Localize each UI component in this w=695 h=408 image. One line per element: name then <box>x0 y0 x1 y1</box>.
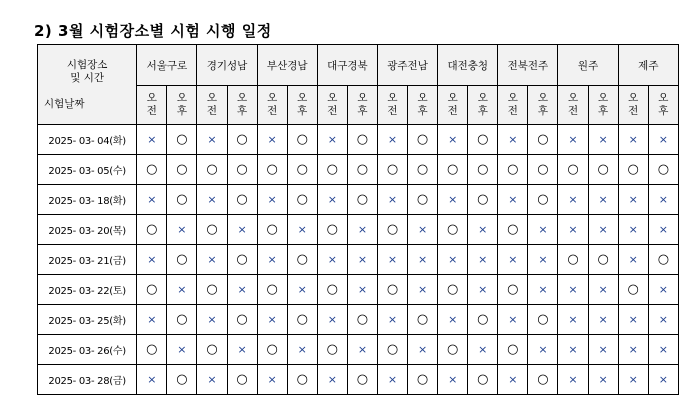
unavailable-mark: × <box>167 335 197 365</box>
pm-label-char: 후 <box>658 105 669 117</box>
unavailable-mark: × <box>287 275 317 305</box>
date-cell: 2025- 03- 22(토) <box>38 275 137 305</box>
region-header: 전북전주 <box>498 45 558 86</box>
unavailable-mark: × <box>377 125 407 155</box>
page-title: 2) 3월 시험장소별 시험 시행 일정 <box>34 22 272 40</box>
available-mark: ○ <box>377 275 407 305</box>
unavailable-mark: × <box>347 275 377 305</box>
table-row <box>38 305 679 335</box>
unavailable-mark: × <box>558 125 588 155</box>
am-label-char: 오 <box>628 92 639 105</box>
header-corner-cell <box>38 45 137 125</box>
available-mark: ○ <box>257 275 287 305</box>
unavailable-mark: × <box>347 215 377 245</box>
am-header <box>498 86 528 125</box>
unavailable-mark: × <box>197 245 227 275</box>
unavailable-mark: × <box>227 275 257 305</box>
unavailable-mark: × <box>438 305 468 335</box>
date-cell: 2025- 03- 28(금) <box>38 365 137 395</box>
unavailable-mark: × <box>528 335 558 365</box>
available-mark: ○ <box>257 155 287 185</box>
available-mark: ○ <box>618 155 648 185</box>
available-mark: ○ <box>137 335 167 365</box>
table-row <box>38 185 679 215</box>
unavailable-mark: × <box>648 215 678 245</box>
unavailable-mark: × <box>648 335 678 365</box>
table-row <box>38 245 679 275</box>
available-mark: ○ <box>528 305 558 335</box>
unavailable-mark: × <box>648 185 678 215</box>
available-mark: ○ <box>648 155 678 185</box>
table-row <box>38 125 679 155</box>
unavailable-mark: × <box>408 275 438 305</box>
pm-header <box>408 86 438 125</box>
am-header <box>137 86 167 125</box>
region-header: 원주 <box>558 45 618 86</box>
unavailable-mark: × <box>137 305 167 335</box>
available-mark: ○ <box>468 185 498 215</box>
table-row <box>38 215 679 245</box>
unavailable-mark: × <box>468 275 498 305</box>
available-mark: ○ <box>347 155 377 185</box>
available-mark: ○ <box>528 125 558 155</box>
available-mark: ○ <box>528 185 558 215</box>
header-row-regions <box>38 45 679 86</box>
available-mark: ○ <box>257 335 287 365</box>
available-mark: ○ <box>528 155 558 185</box>
unavailable-mark: × <box>287 335 317 365</box>
available-mark: ○ <box>137 155 167 185</box>
unavailable-mark: × <box>618 185 648 215</box>
pm-header <box>347 86 377 125</box>
unavailable-mark: × <box>257 365 287 395</box>
am-header <box>618 86 648 125</box>
am-header <box>558 86 588 125</box>
table-row <box>38 275 679 305</box>
am-label-char: 오 <box>206 92 218 105</box>
unavailable-mark: × <box>498 305 528 335</box>
pm-label-char: 오 <box>417 92 428 105</box>
am-label-char: 오 <box>146 92 157 105</box>
unavailable-mark: × <box>588 215 618 245</box>
available-mark: ○ <box>167 125 197 155</box>
pm-label-char: 오 <box>357 92 368 105</box>
pm-label-char: 후 <box>537 105 549 117</box>
unavailable-mark: × <box>257 245 287 275</box>
available-mark: ○ <box>167 155 197 185</box>
pm-header <box>648 86 678 125</box>
schedule-table <box>37 44 679 395</box>
unavailable-mark: × <box>227 335 257 365</box>
available-mark: ○ <box>377 155 407 185</box>
unavailable-mark: × <box>618 365 648 395</box>
available-mark: ○ <box>227 125 257 155</box>
unavailable-mark: × <box>618 335 648 365</box>
available-mark: ○ <box>197 155 227 185</box>
pm-label-char: 오 <box>658 92 669 105</box>
corner-time-label: 및 시간 <box>70 72 105 85</box>
pm-label-char: 오 <box>297 92 308 105</box>
am-header <box>438 86 468 125</box>
available-mark: ○ <box>287 245 317 275</box>
unavailable-mark: × <box>197 125 227 155</box>
am-label-char: 오 <box>387 92 398 105</box>
unavailable-mark: × <box>317 305 347 335</box>
unavailable-mark: × <box>468 335 498 365</box>
available-mark: ○ <box>468 305 498 335</box>
unavailable-mark: × <box>137 365 167 395</box>
available-mark: ○ <box>408 305 438 335</box>
am-label-char: 전 <box>628 105 639 117</box>
available-mark: ○ <box>347 125 377 155</box>
unavailable-mark: × <box>167 215 197 245</box>
available-mark: ○ <box>137 275 167 305</box>
am-label-char: 전 <box>567 105 579 117</box>
date-cell: 2025- 03- 04(화) <box>38 125 137 155</box>
region-header: 부산경남 <box>257 45 317 86</box>
unavailable-mark: × <box>468 215 498 245</box>
available-mark: ○ <box>408 365 438 395</box>
date-cell: 2025- 03- 18(화) <box>38 185 137 215</box>
unavailable-mark: × <box>618 215 648 245</box>
available-mark: ○ <box>558 245 588 275</box>
corner-date-label: 시험날짜 <box>44 97 85 110</box>
available-mark: ○ <box>167 365 197 395</box>
pm-label-char: 후 <box>417 105 428 117</box>
available-mark: ○ <box>558 155 588 185</box>
unavailable-mark: × <box>137 125 167 155</box>
unavailable-mark: × <box>197 305 227 335</box>
available-mark: ○ <box>197 215 227 245</box>
unavailable-mark: × <box>468 245 498 275</box>
corner-place-time-label <box>38 59 136 85</box>
available-mark: ○ <box>227 245 257 275</box>
available-mark: ○ <box>167 185 197 215</box>
unavailable-mark: × <box>528 245 558 275</box>
am-label-char: 오 <box>507 92 518 105</box>
available-mark: ○ <box>438 335 468 365</box>
unavailable-mark: × <box>438 245 468 275</box>
date-cell: 2025- 03- 20(목) <box>38 215 137 245</box>
unavailable-mark: × <box>498 245 528 275</box>
available-mark: ○ <box>317 335 347 365</box>
unavailable-mark: × <box>287 215 317 245</box>
am-label-char: 전 <box>206 105 218 117</box>
unavailable-mark: × <box>588 275 618 305</box>
am-label-char: 오 <box>567 92 579 105</box>
available-mark: ○ <box>287 155 317 185</box>
available-mark: ○ <box>227 185 257 215</box>
pm-label-char: 후 <box>297 105 308 117</box>
available-mark: ○ <box>648 245 678 275</box>
am-header <box>257 86 287 125</box>
pm-label-char: 오 <box>237 92 248 105</box>
unavailable-mark: × <box>438 365 468 395</box>
am-label-char: 오 <box>447 92 458 105</box>
pm-label-char: 오 <box>537 92 549 105</box>
table-row <box>38 335 679 365</box>
available-mark: ○ <box>498 275 528 305</box>
pm-label-char: 후 <box>598 105 609 117</box>
am-header <box>317 86 347 125</box>
available-mark: ○ <box>438 215 468 245</box>
pm-label-char: 후 <box>357 105 368 117</box>
unavailable-mark: × <box>408 215 438 245</box>
am-label-char: 오 <box>267 92 278 105</box>
pm-header <box>468 86 498 125</box>
unavailable-mark: × <box>377 245 407 275</box>
available-mark: ○ <box>137 215 167 245</box>
available-mark: ○ <box>257 215 287 245</box>
unavailable-mark: × <box>197 365 227 395</box>
available-mark: ○ <box>167 305 197 335</box>
unavailable-mark: × <box>347 245 377 275</box>
pm-header <box>287 86 317 125</box>
table-body <box>38 125 679 395</box>
available-mark: ○ <box>408 185 438 215</box>
unavailable-mark: × <box>377 365 407 395</box>
available-mark: ○ <box>347 365 377 395</box>
unavailable-mark: × <box>137 245 167 275</box>
unavailable-mark: × <box>558 275 588 305</box>
unavailable-mark: × <box>648 125 678 155</box>
unavailable-mark: × <box>317 245 347 275</box>
unavailable-mark: × <box>588 365 618 395</box>
available-mark: ○ <box>618 275 648 305</box>
unavailable-mark: × <box>377 305 407 335</box>
available-mark: ○ <box>408 125 438 155</box>
available-mark: ○ <box>468 125 498 155</box>
unavailable-mark: × <box>558 365 588 395</box>
unavailable-mark: × <box>347 335 377 365</box>
unavailable-mark: × <box>588 125 618 155</box>
available-mark: ○ <box>498 215 528 245</box>
unavailable-mark: × <box>408 245 438 275</box>
available-mark: ○ <box>167 245 197 275</box>
am-header <box>197 86 227 125</box>
unavailable-mark: × <box>558 185 588 215</box>
available-mark: ○ <box>197 275 227 305</box>
available-mark: ○ <box>438 275 468 305</box>
unavailable-mark: × <box>528 275 558 305</box>
available-mark: ○ <box>528 365 558 395</box>
available-mark: ○ <box>438 155 468 185</box>
unavailable-mark: × <box>558 335 588 365</box>
date-cell: 2025- 03- 26(수) <box>38 335 137 365</box>
unavailable-mark: × <box>588 185 618 215</box>
unavailable-mark: × <box>498 125 528 155</box>
unavailable-mark: × <box>137 185 167 215</box>
am-label-char: 전 <box>327 105 338 117</box>
pm-label-char: 오 <box>477 92 488 105</box>
unavailable-mark: × <box>558 215 588 245</box>
am-header <box>377 86 407 125</box>
available-mark: ○ <box>588 155 618 185</box>
pm-label-char: 후 <box>237 105 248 117</box>
available-mark: ○ <box>227 155 257 185</box>
date-cell: 2025- 03- 25(화) <box>38 305 137 335</box>
unavailable-mark: × <box>528 215 558 245</box>
available-mark: ○ <box>347 305 377 335</box>
region-header: 서울구로 <box>137 45 197 86</box>
available-mark: ○ <box>197 335 227 365</box>
pm-label-char: 오 <box>598 92 609 105</box>
available-mark: ○ <box>347 185 377 215</box>
unavailable-mark: × <box>317 365 347 395</box>
unavailable-mark: × <box>227 215 257 245</box>
available-mark: ○ <box>287 125 317 155</box>
region-header: 광주전남 <box>377 45 437 86</box>
unavailable-mark: × <box>648 275 678 305</box>
available-mark: ○ <box>317 155 347 185</box>
table-row <box>38 365 679 395</box>
pm-header <box>528 86 558 125</box>
available-mark: ○ <box>377 335 407 365</box>
unavailable-mark: × <box>558 305 588 335</box>
pm-label-char: 후 <box>176 105 187 117</box>
am-label-char: 전 <box>387 105 398 117</box>
unavailable-mark: × <box>317 185 347 215</box>
unavailable-mark: × <box>257 185 287 215</box>
am-label-char: 전 <box>146 105 157 117</box>
unavailable-mark: × <box>197 185 227 215</box>
unavailable-mark: × <box>377 185 407 215</box>
am-label-char: 전 <box>267 105 278 117</box>
am-label-char: 전 <box>507 105 518 117</box>
available-mark: ○ <box>468 155 498 185</box>
unavailable-mark: × <box>648 365 678 395</box>
available-mark: ○ <box>227 365 257 395</box>
region-header: 대구경북 <box>317 45 377 86</box>
table-header <box>38 45 679 125</box>
unavailable-mark: × <box>618 125 648 155</box>
available-mark: ○ <box>408 155 438 185</box>
available-mark: ○ <box>317 275 347 305</box>
pm-header <box>167 86 197 125</box>
available-mark: ○ <box>468 365 498 395</box>
am-label-char: 전 <box>447 105 458 117</box>
available-mark: ○ <box>377 215 407 245</box>
available-mark: ○ <box>287 365 317 395</box>
unavailable-mark: × <box>408 335 438 365</box>
am-label-char: 오 <box>327 92 338 105</box>
unavailable-mark: × <box>257 125 287 155</box>
date-cell: 2025- 03- 21(금) <box>38 245 137 275</box>
unavailable-mark: × <box>618 245 648 275</box>
available-mark: ○ <box>287 305 317 335</box>
unavailable-mark: × <box>498 365 528 395</box>
region-header: 경기성남 <box>197 45 257 86</box>
table-row <box>38 155 679 185</box>
date-cell: 2025- 03- 05(수) <box>38 155 137 185</box>
corner-place-label: 시험장소 <box>66 59 108 71</box>
unavailable-mark: × <box>438 125 468 155</box>
available-mark: ○ <box>317 215 347 245</box>
pm-label-char: 후 <box>477 105 488 117</box>
unavailable-mark: × <box>257 305 287 335</box>
available-mark: ○ <box>588 245 618 275</box>
unavailable-mark: × <box>588 335 618 365</box>
pm-header <box>227 86 257 125</box>
available-mark: ○ <box>287 185 317 215</box>
unavailable-mark: × <box>498 185 528 215</box>
unavailable-mark: × <box>648 305 678 335</box>
unavailable-mark: × <box>317 125 347 155</box>
pm-label-char: 오 <box>176 92 187 105</box>
unavailable-mark: × <box>618 305 648 335</box>
region-header: 대전충청 <box>438 45 498 86</box>
available-mark: ○ <box>498 335 528 365</box>
unavailable-mark: × <box>167 275 197 305</box>
pm-header <box>588 86 618 125</box>
available-mark: ○ <box>227 305 257 335</box>
unavailable-mark: × <box>438 185 468 215</box>
available-mark: ○ <box>498 155 528 185</box>
region-header: 제주 <box>618 45 678 86</box>
unavailable-mark: × <box>588 305 618 335</box>
